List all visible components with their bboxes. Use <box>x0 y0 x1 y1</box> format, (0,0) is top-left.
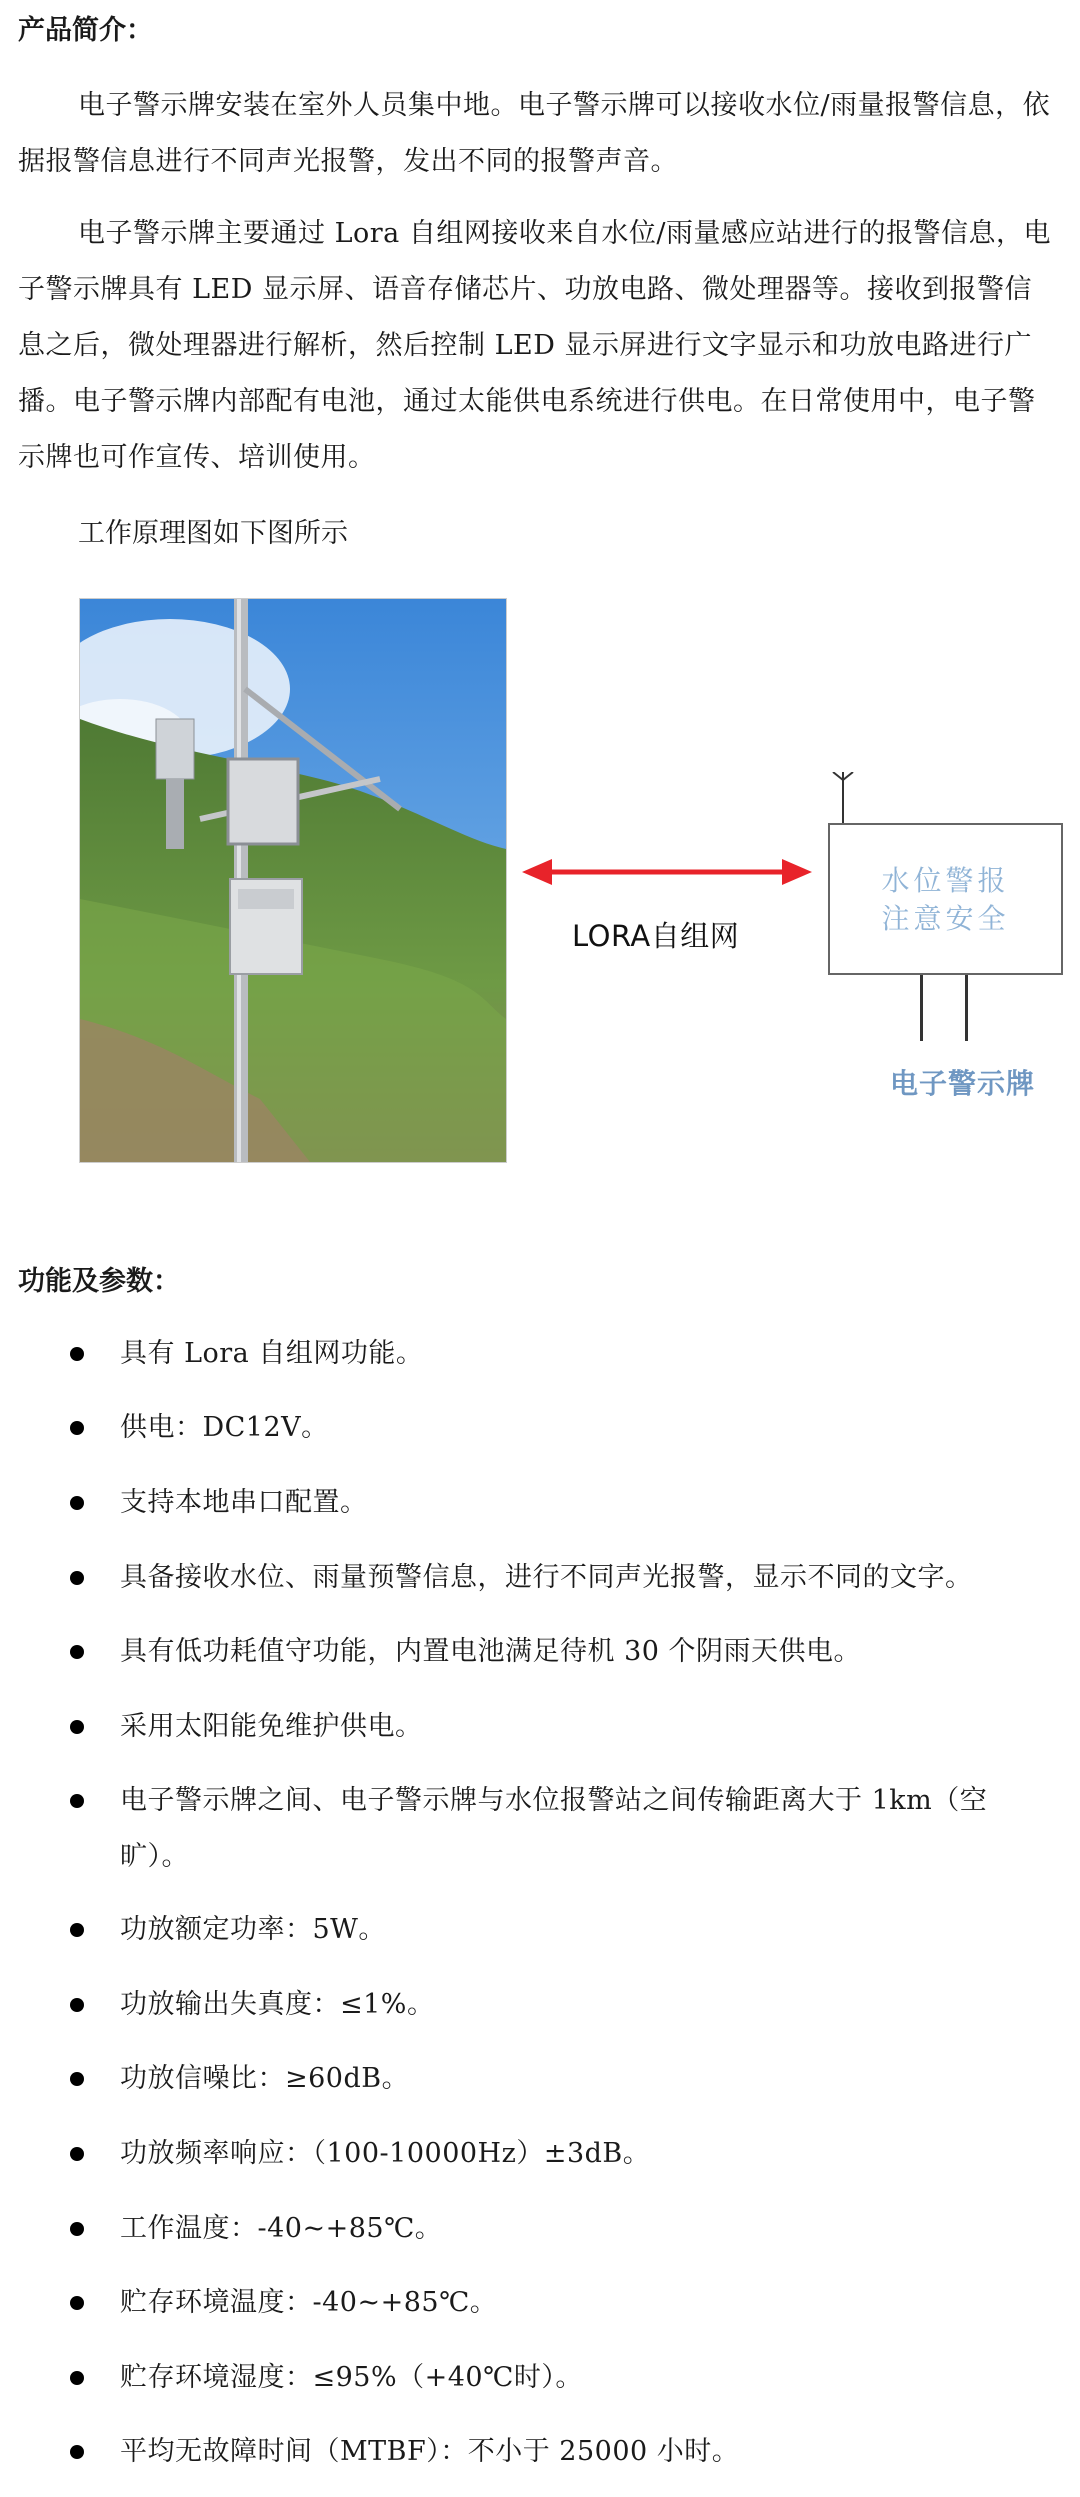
intro-paragraph-1: 电子警示牌安装在室外人员集中地。电子警示牌可以接收水位/雨量报警信息，依据报警信息进行不同声光报警，发出不同的报警声音。 <box>18 90 1051 177</box>
bullet-icon <box>70 1496 84 1510</box>
list-item: 供电：DC12V。 <box>120 1412 329 1443</box>
features-heading: 功能及参数： <box>18 1266 180 1297</box>
lora-network-label: LORA自组网 <box>572 919 740 953</box>
station-photo <box>79 598 507 1163</box>
bullet-icon <box>70 2072 84 2086</box>
sign-legs <box>920 975 968 1041</box>
bullet-icon <box>70 1347 84 1361</box>
bullet-icon <box>70 1923 84 1937</box>
list-item: 工作温度：-40~+85℃。 <box>120 2213 443 2244</box>
bullet-icon <box>70 1571 84 1585</box>
warning-sign-display <box>828 823 1063 975</box>
bullet-icon <box>70 2222 84 2236</box>
sign-text-line-2: 注意安全 <box>881 902 1010 935</box>
sign-name-label: 电子警示牌 <box>890 1067 1036 1100</box>
list-item: 电子警示牌之间、电子警示牌与水位报警站之间传输距离大于 1km（空旷）。 <box>120 1785 988 1872</box>
bullet-icon <box>70 2296 84 2310</box>
intro-heading: 产品简介： <box>18 15 153 46</box>
list-item: 具有低功耗值守功能，内置电池满足待机 30 个阴雨天供电。 <box>120 1636 862 1667</box>
bullet-icon <box>70 1794 84 1808</box>
bullet-icon <box>70 2147 84 2161</box>
list-item: 贮存环境湿度：≤95%（+40℃时）。 <box>120 2362 583 2393</box>
list-item: 支持本地串口配置。 <box>120 1487 368 1518</box>
list-item: 贮存环境温度：-40~+85℃。 <box>120 2287 498 2318</box>
list-item: 功放信噪比：≥60dB。 <box>120 2063 410 2094</box>
station-photo-illustration <box>80 599 506 1162</box>
bullet-icon <box>70 1998 84 2012</box>
list-item: 功放输出失真度：≤1%。 <box>120 1989 435 2020</box>
lora-double-arrow <box>522 858 812 886</box>
list-item: 功放频率响应：（100-10000Hz）±3dB。 <box>120 2138 651 2169</box>
sign-text-line-1: 水位警报 <box>881 864 1010 897</box>
list-item: 功放额定功率：5W。 <box>120 1914 386 1945</box>
list-item: 平均无故障时间（MTBF）：不小于 25000 小时。 <box>120 2436 740 2467</box>
bullet-icon <box>70 1421 84 1435</box>
figure-caption: 工作原理图如下图所示 <box>78 518 348 549</box>
bullet-icon <box>70 2445 84 2459</box>
bullet-icon <box>70 1645 84 1659</box>
list-item: 采用太阳能免维护供电。 <box>120 1711 423 1742</box>
list-item: 具有 Lora 自组网功能。 <box>120 1338 424 1369</box>
antenna-icon <box>828 772 858 824</box>
intro-paragraph-2: 电子警示牌主要通过 Lora 自组网接收来自水位/雨量感应站进行的报警信息，电子警示牌具有 LED 显示屏、语音存储芯片、功放电路、微处理器等。接收到报警信息之后，微处理器进行解析，然后控制 LED 显示屏进行文字显示和功放电路进行广播。电子警示牌内部配有电池，通过太能供电系统进行供电。在日常使用中，电子警示牌也可作宣传、培训使用。 <box>18 218 1051 473</box>
bullet-icon <box>70 2371 84 2385</box>
list-item: 具备接收水位、雨量预警信息，进行不同声光报警，显示不同的文字。 <box>120 1562 973 1593</box>
bullet-icon <box>70 1720 84 1734</box>
